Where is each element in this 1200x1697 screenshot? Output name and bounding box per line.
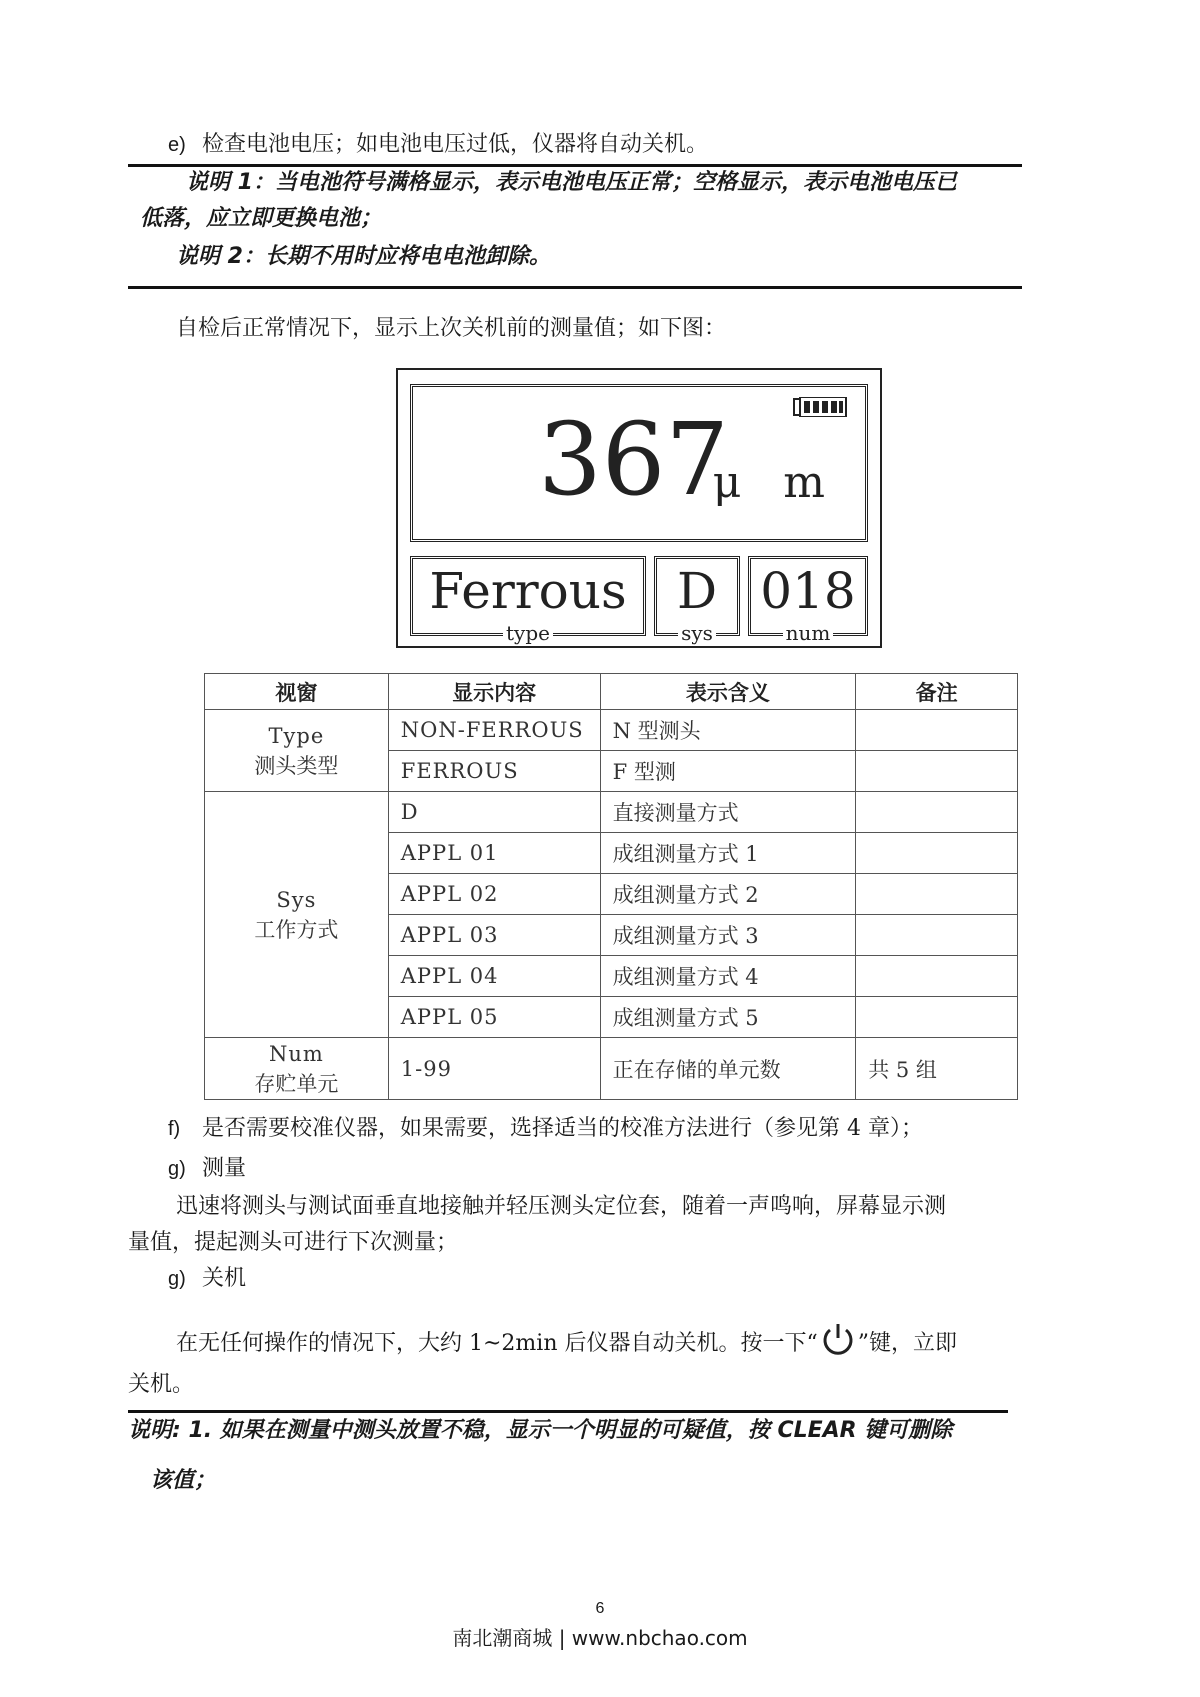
num-group-label: Num 存贮单元 xyxy=(205,1038,389,1100)
table-cell: F 型测 xyxy=(600,751,856,792)
sys-caption: sys xyxy=(678,621,716,645)
type-group-label: Type 测头类型 xyxy=(205,710,389,792)
table-cell xyxy=(856,792,1018,833)
table-cell xyxy=(856,997,1018,1038)
step-g-shutdown xyxy=(168,1264,246,1294)
table-cell xyxy=(856,915,1018,956)
note-3-line-1: 说明: 1. 如果在测量中测头放置不稳，显示一个明显的可疑值，按 CLEAR 键可删除 xyxy=(128,1418,953,1443)
table-cell: APPL 04 xyxy=(388,956,600,997)
step-text: 关机 xyxy=(202,1266,247,1291)
step-text: 测量 xyxy=(202,1156,247,1181)
table-cell: 共 5 组 xyxy=(856,1038,1018,1100)
sys-value: D xyxy=(676,562,718,620)
table-header-row xyxy=(205,674,1018,710)
sys-box xyxy=(654,556,740,645)
step-letter: f) xyxy=(168,1118,181,1140)
step-letter: g) xyxy=(168,1158,186,1180)
sys-group-label: Sys 工作方式 xyxy=(205,792,389,1038)
num-value: 018 xyxy=(760,562,856,620)
table-row xyxy=(205,1038,1018,1100)
lcd-display xyxy=(396,368,882,648)
shutdown-text-line-1: 在无任何操作的情况下，大约 1~2min 后仪器自动关机。按一下“ ”键，立即 xyxy=(176,1322,957,1359)
table-cell: 成组测量方式 1 xyxy=(600,833,856,874)
intro-text: 自检后正常情况下，显示上次关机前的测量值；如下图： xyxy=(176,316,727,341)
lcd-main-readout xyxy=(410,384,868,542)
table-cell: 直接测量方式 xyxy=(600,792,856,833)
measure-text-line-1: 迅速将测头与测试面垂直地接触并轻压测头定位套，随着一声鸣响，屏幕显示测 xyxy=(176,1194,947,1219)
display-info-table xyxy=(204,673,1018,1100)
table-cell: NON-FERROUS xyxy=(388,710,600,751)
battery-full-icon xyxy=(793,397,847,417)
table-cell: 成组测量方式 3 xyxy=(600,915,856,956)
table-cell: APPL 05 xyxy=(388,997,600,1038)
note-2: 说明 2：长期不用时应将电电池卸除。 xyxy=(176,244,551,269)
table-cell xyxy=(856,874,1018,915)
measurement-value: 367 xyxy=(538,401,729,518)
step-letter: e) xyxy=(168,134,186,156)
note-3-line-2: 该值； xyxy=(150,1468,217,1493)
table-row xyxy=(205,710,1018,751)
table-header: 显示内容 xyxy=(388,674,600,710)
step-text: 是否需要校准仪器，如果需要，选择适当的校准方法进行（参见第 4 章）； xyxy=(202,1116,923,1141)
type-value: Ferrous xyxy=(429,562,627,620)
table-cell xyxy=(856,956,1018,997)
num-caption: num xyxy=(783,621,834,645)
power-icon xyxy=(818,1322,858,1358)
step-e xyxy=(168,130,708,160)
measure-text-line-2: 量值，提起测头可进行下次测量； xyxy=(128,1230,459,1255)
step-g-measure xyxy=(168,1154,246,1184)
type-caption: type xyxy=(503,621,553,645)
table-cell: 成组测量方式 4 xyxy=(600,956,856,997)
step-text: 检查电池电压；如电池电压过低，仪器将自动关机。 xyxy=(202,132,709,157)
table-cell xyxy=(856,710,1018,751)
measurement-unit: μ m xyxy=(712,457,839,508)
table-cell: 成组测量方式 2 xyxy=(600,874,856,915)
num-box xyxy=(748,556,868,645)
table-header: 备注 xyxy=(856,674,1018,710)
shutdown-text-line-2: 关机。 xyxy=(128,1372,195,1397)
divider xyxy=(128,1410,1008,1413)
table-cell: N 型测头 xyxy=(600,710,856,751)
table-cell: 正在存储的单元数 xyxy=(600,1038,856,1100)
table-cell: D xyxy=(388,792,600,833)
table-cell: APPL 03 xyxy=(388,915,600,956)
divider xyxy=(128,286,1022,289)
table-header: 视窗 xyxy=(205,674,389,710)
page-number: 6 xyxy=(595,1600,605,1617)
table-cell: FERROUS xyxy=(388,751,600,792)
table-cell xyxy=(856,751,1018,792)
note-1-line-2: 低落，应立即更换电池； xyxy=(140,206,383,231)
table-header: 表示含义 xyxy=(600,674,856,710)
step-letter: g) xyxy=(168,1268,186,1290)
divider xyxy=(128,164,1022,167)
table-row xyxy=(205,792,1018,833)
table-cell: APPL 01 xyxy=(388,833,600,874)
table-cell: APPL 02 xyxy=(388,874,600,915)
table-cell xyxy=(856,833,1018,874)
note-1-line-1: 说明 1：当电池符号满格显示，表示电池电压正常；空格显示，表示电池电压已 xyxy=(186,170,957,195)
table-cell: 1-99 xyxy=(388,1038,600,1100)
type-box xyxy=(410,556,646,645)
step-f xyxy=(168,1114,923,1144)
table-cell: 成组测量方式 5 xyxy=(600,997,856,1038)
footer-site-link[interactable]: 南北潮商城 | www.nbchao.com xyxy=(452,1626,748,1650)
